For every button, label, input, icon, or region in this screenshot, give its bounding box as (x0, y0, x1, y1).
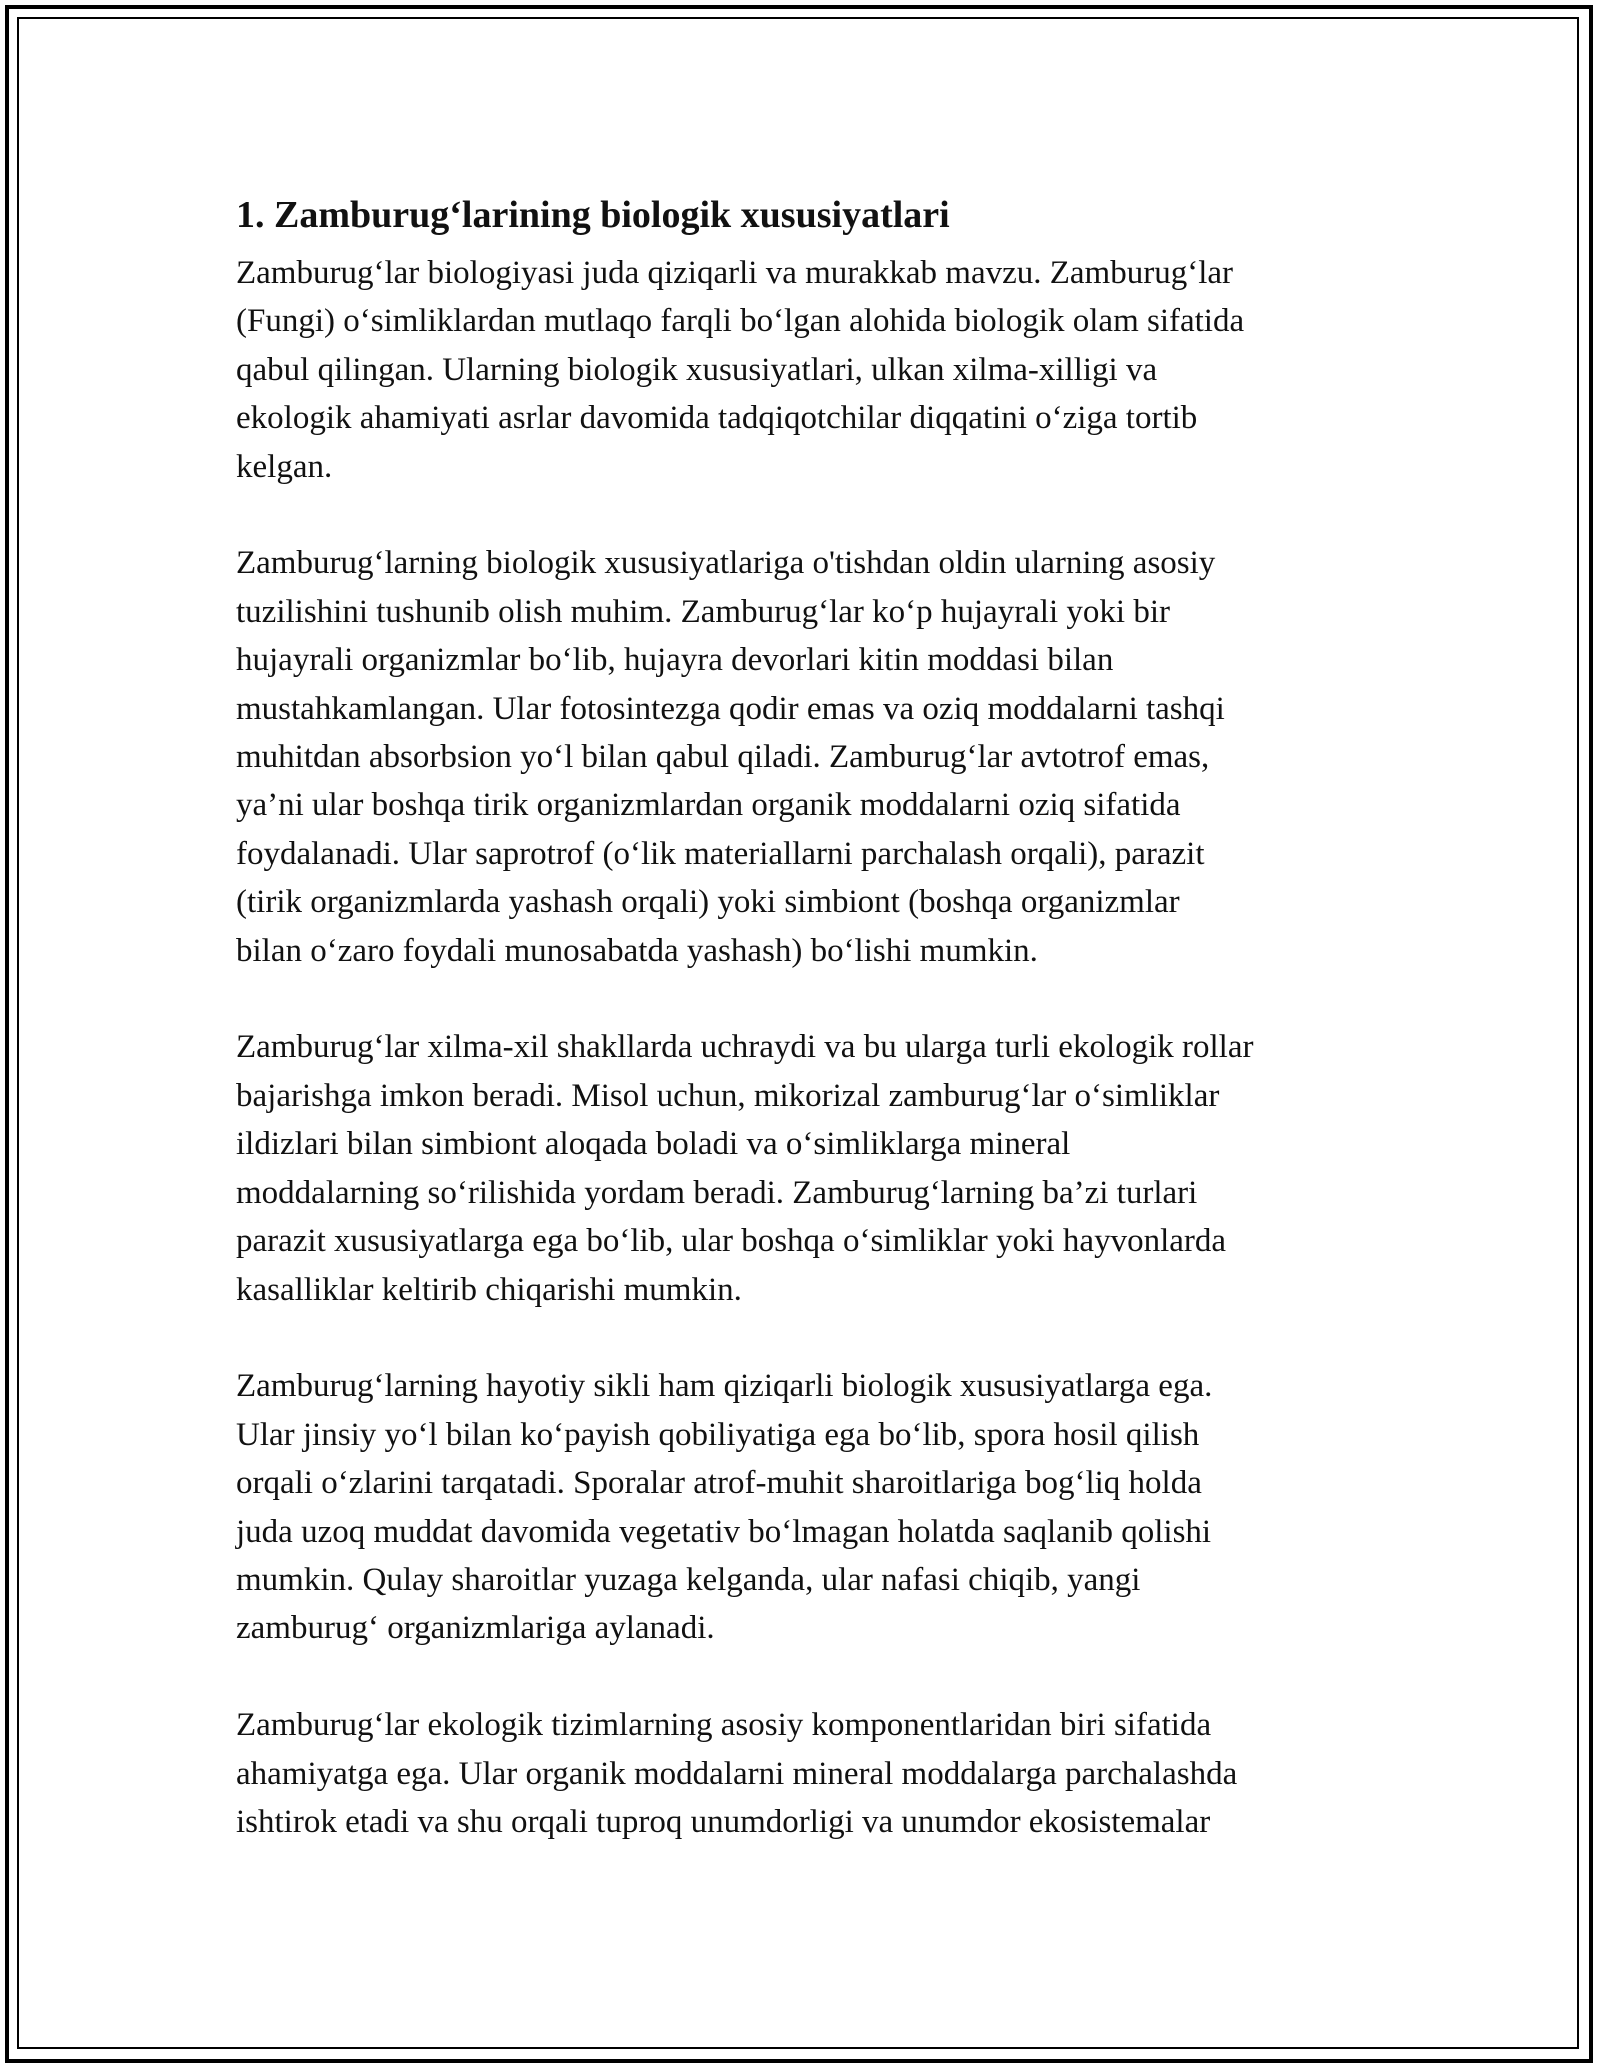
text-line: Zamburug‘larning biologik xususiyatlariga o'tishdan oldin ularning asosiy (236, 545, 1216, 582)
text-line: parazit xususiyatlarga ega bo‘lib, ular boshqa o‘simliklar yoki hayvonlarda (236, 1223, 1227, 1260)
paragraph-5 (236, 1701, 1386, 1846)
text-line: bajarishga imkon beradi. Misol uchun, mikorizal zamburug‘lar o‘simliklar (236, 1077, 1220, 1114)
text-line: Zamburug‘lar ekologik tizimlarning asosiy komponentlaridan biri sifatida (236, 1707, 1212, 1744)
text-line: foydalanadi. Ular saprotrof (o‘lik materiallarni parchalash orqali), parazit (236, 835, 1205, 872)
text-line: ishtirok etadi va shu orqali tuproq unumdorligi va unumdor ekosistemalar (236, 1803, 1211, 1840)
text-line: ya’ni ular boshqa tirik organizmlardan organik moddalarni oziq sifatida (236, 787, 1181, 824)
text-line: zamburug‘ organizmlariga aylanadi. (236, 1610, 715, 1647)
text-line: tuzilishini tushunib olish muhim. Zamburug‘lar ko‘p hujayrali yoki bir (236, 593, 1170, 630)
paragraph-2 (236, 539, 1386, 975)
text-line: ahamiyatga ega. Ular organik moddalarni mineral moddalarga parchalashda (236, 1755, 1238, 1792)
text-line: Ular jinsiy yo‘l bilan ko‘payish qobiliyatiga ega bo‘lib, spora hosil qilish (236, 1416, 1200, 1453)
text-line: orqali o‘zlarini tarqatadi. Sporalar atrof-muhit sharoitlariga bog‘liq holda (236, 1465, 1202, 1502)
paragraph-3 (236, 1023, 1386, 1313)
text-line: (Fungi) o‘simliklardan mutlaqo farqli bo‘lgan alohida biologik olam sifatida (236, 303, 1245, 340)
text-line: qabul qilingan. Ularning biologik xususiyatlari, ulkan xilma-xilligi va (236, 351, 1158, 388)
text-line: kelgan. (236, 448, 333, 485)
text-line: Zamburug‘larning hayotiy sikli ham qiziqarli biologik xususiyatlarga ega. (236, 1368, 1213, 1405)
section-heading: 1. Zamburug‘larining biologik xususiyatlari (236, 194, 950, 236)
text-line: juda uzoq muddat davomida vegetativ bo‘lmagan holatda saqlanib qolishi (236, 1513, 1212, 1550)
text-line: moddalarning so‘rilishida yordam beradi. Zamburug‘larning ba’zi turlari (236, 1174, 1198, 1211)
text-line: muhitdan absorbsion yo‘l bilan qabul qiladi. Zamburug‘lar avtotrof emas, (236, 739, 1210, 776)
text-line: kasalliklar keltirib chiqarishi mumkin. (236, 1271, 742, 1308)
text-line: hujayrali organizmlar bo‘lib, hujayra devorlari kitin moddasi bilan (236, 642, 1114, 679)
text-line: (tirik organizmlarda yashash orqali) yoki simbiont (boshqa organizmlar (236, 884, 1180, 921)
text-line: bilan o‘zaro foydali munosabatda yashash) bo‘lishi mumkin. (236, 932, 1038, 969)
text-line: mumkin. Qulay sharoitlar yuzaga kelganda, ular nafasi chiqib, yangi (236, 1561, 1141, 1598)
text-line: mustahkamlangan. Ular fotosintezga qodir emas va oziq moddalarni tashqi (236, 690, 1225, 727)
paragraph-4 (236, 1362, 1386, 1652)
text-line: ildizlari bilan simbiont aloqada boladi va o‘simliklarga mineral (236, 1126, 1071, 1163)
text-line: ekologik ahamiyati asrlar davomida tadqiqotchilar diqqatini o‘ziga tortib (236, 400, 1198, 437)
text-line: Zamburug‘lar biologiyasi juda qiziqarli va murakkab mavzu. Zamburug‘lar (236, 255, 1234, 291)
document-page (236, 185, 1386, 1895)
text-line: Zamburug‘lar xilma-xil shakllarda uchraydi va bu ularga turli ekologik rollar (236, 1029, 1254, 1066)
paragraph-1 (236, 249, 1386, 491)
